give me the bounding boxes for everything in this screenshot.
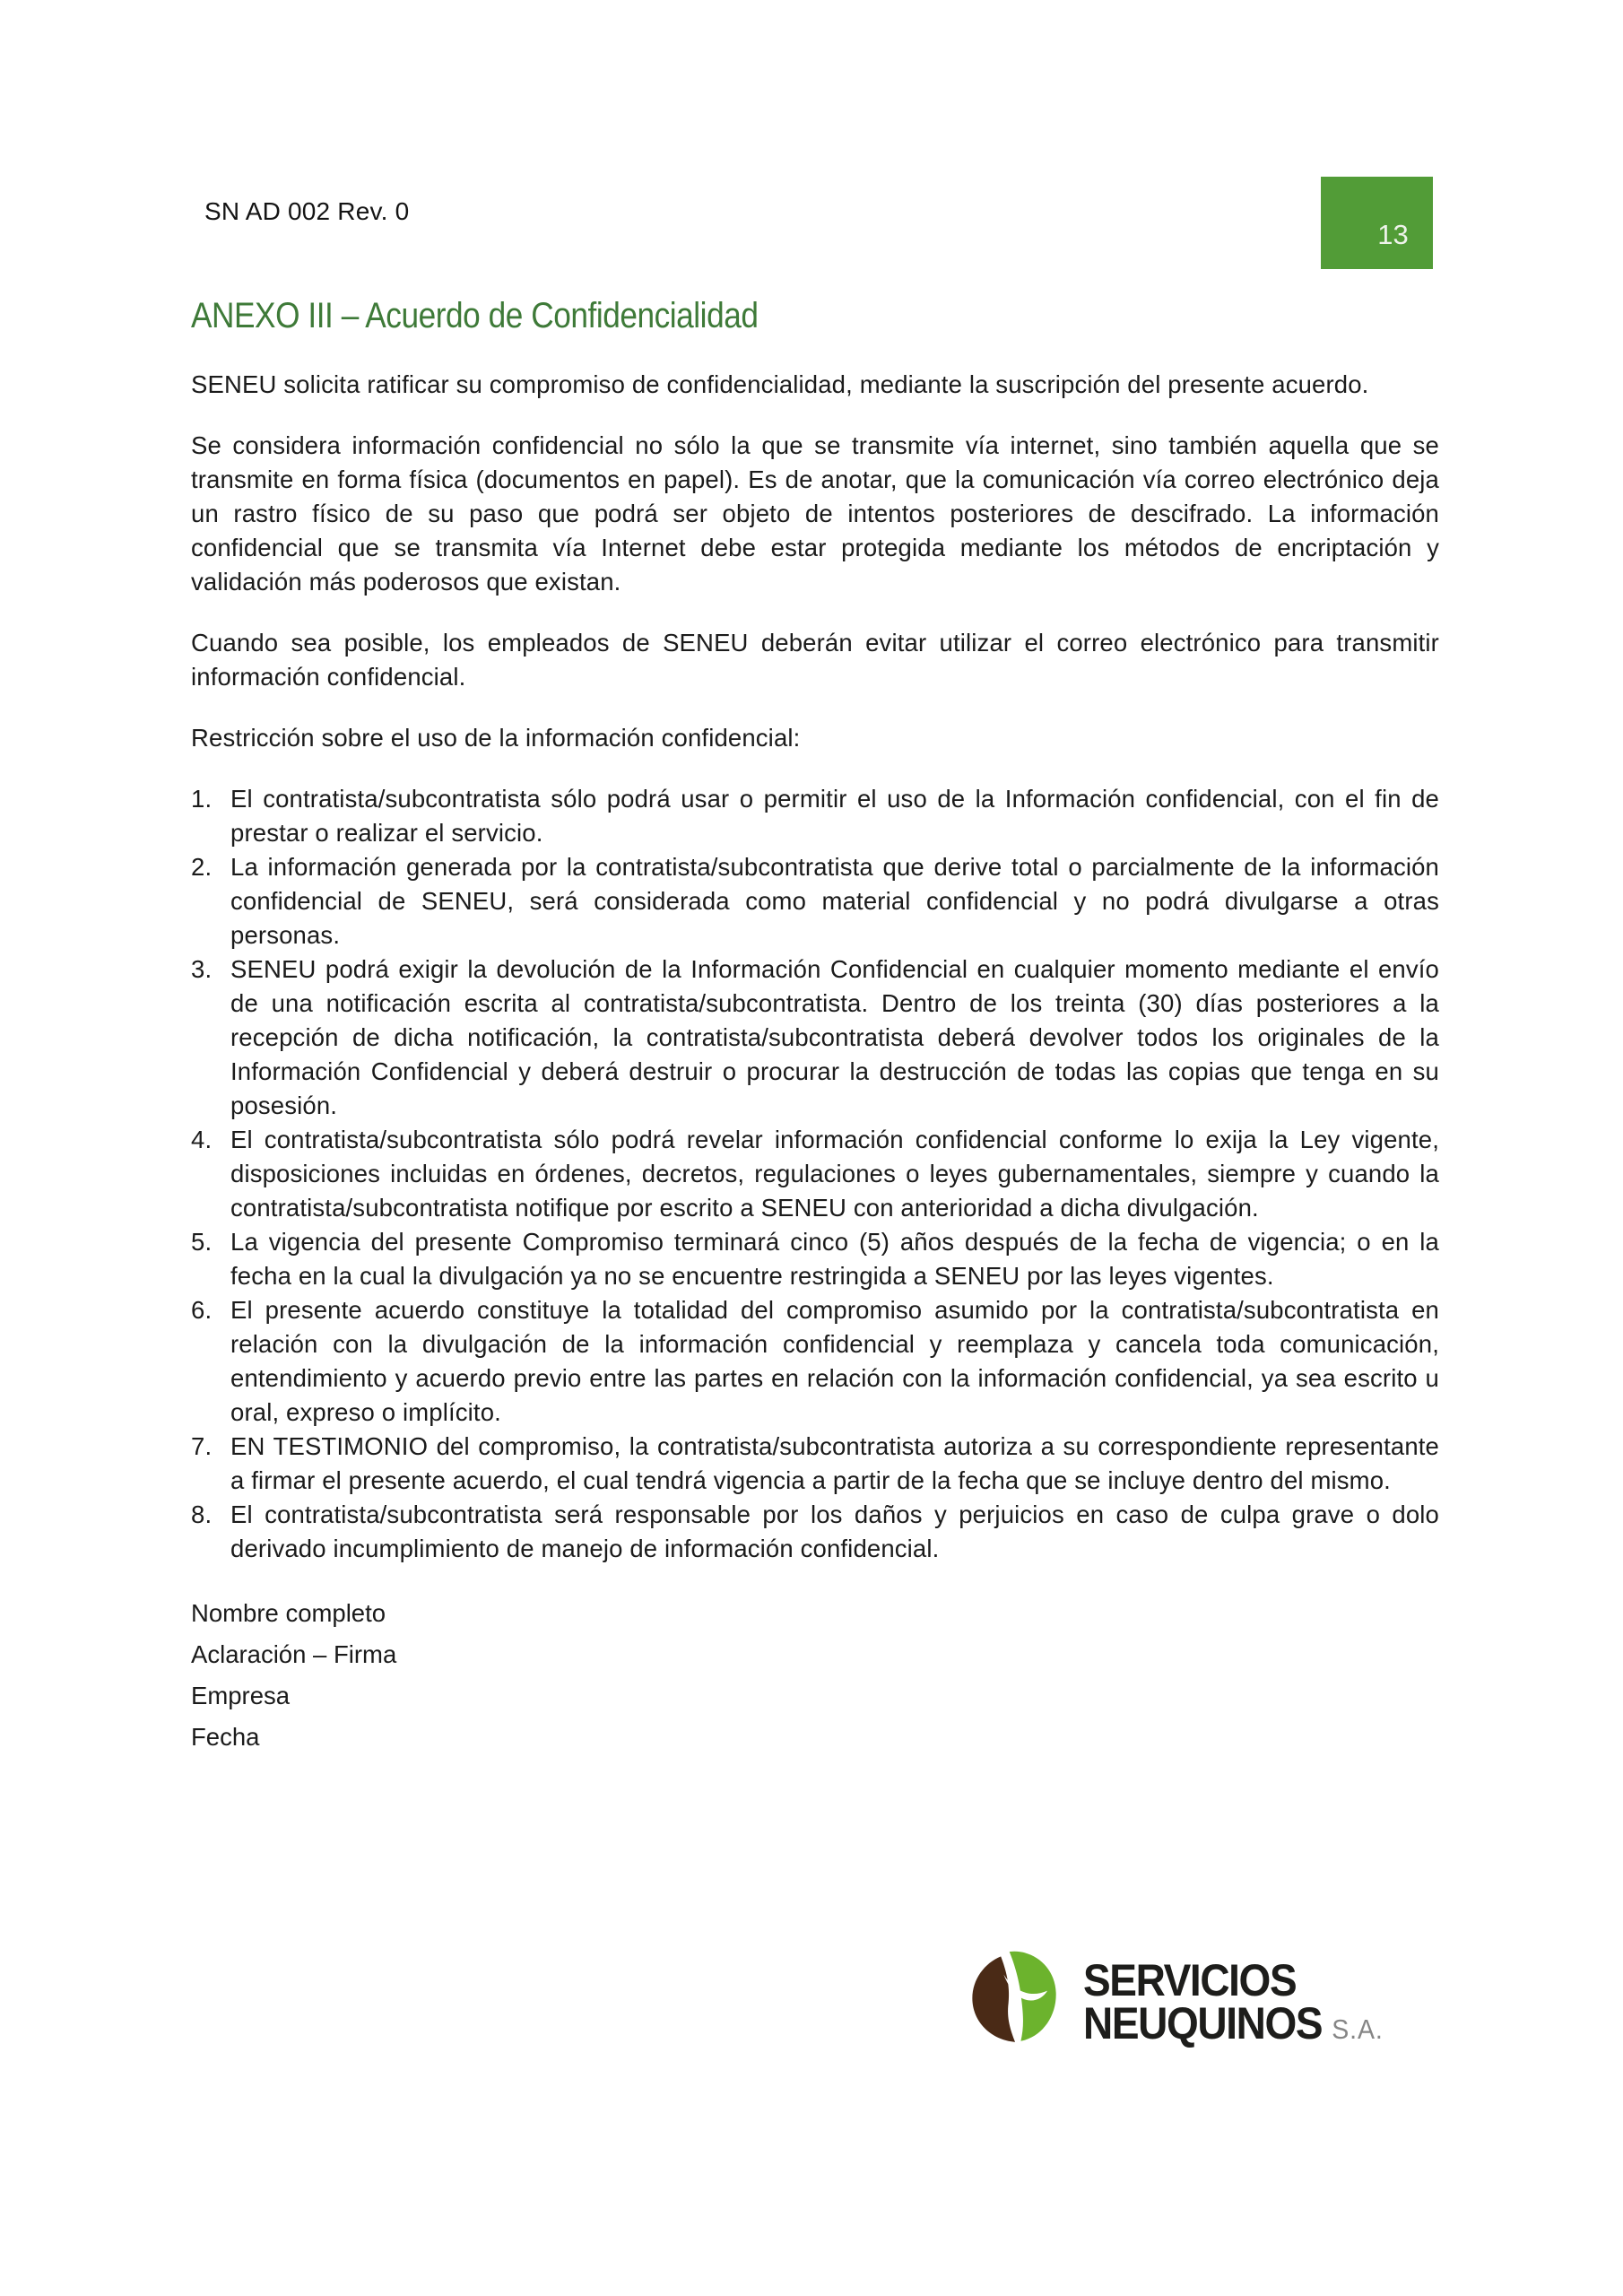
signature-field-name: Nombre completo [191, 1599, 386, 1627]
page-title: ANEXO III – Acuerdo de Confidencialidad [191, 296, 759, 335]
intro-paragraph-2: Se considera información confidencial no sólo la que se transmite vía internet, sino también aquella que se transmite en forma física (documentos en papel). Es de anotar, que la comunicación vía correo electrónico deja un rastro físico de su paso que podrá ser objeto de intentos posteriores de descifrado. La información confidencial que se transmita vía Internet debe estar protegida mediante los métodos de encriptación y validación más poderosos que existan. [191, 431, 1439, 596]
clause-item-3: SENEU podrá exigir la devolución de la Información Confidencial en cualquier momento mediante el envío de una notificación escrita al contratista/subcontratista. Dentro de los treinta (30) días posteriores a la recepción de dicha notificación, la contratista/subcontratista deberá devolver todos los originales de la Información Confidencial y deberá destruir o procurar la destrucción de todas las copias que tenga en su posesión. [230, 955, 1439, 1119]
clause-item-1: El contratista/subcontratista sólo podrá usar o permitir el uso de la Información confidencial, con el fin de prestar o realizar el servicio. [230, 785, 1439, 847]
signature-field-date: Fecha [191, 1723, 260, 1751]
document-body [191, 294, 1439, 1761]
clause-item-5: La vigencia del presente Compromiso terminará cinco (5) años después de la fecha de vigencia; o en la fecha en la cual la divulgación ya no se encuentre restringida a SENEU por las leyes vigentes. [230, 1228, 1439, 1290]
leaf-seed-icon [967, 1949, 1062, 2046]
logo-word-neuquinos: NEUQUINOS [1083, 1998, 1323, 2048]
signature-field-signature: Aclaración – Firma [191, 1640, 397, 1668]
restriction-heading: Restricción sobre el uso de la información confidencial: [191, 724, 801, 752]
intro-paragraph-1: SENEU solicita ratificar su compromiso de confidencialidad, mediante la suscripción del presente acuerdo. [191, 370, 1369, 398]
logo-suffix-sa: S.A. [1332, 2013, 1384, 2045]
clause-item-2: La información generada por la contratista/subcontratista que derive total o parcialmente de la información confidencial de SENEU, será considerada como material confidencial y no podrá divulgarse a otras personas. [230, 853, 1439, 949]
document-code: SN AD 002 Rev. 0 [204, 197, 410, 225]
clause-item-4: El contratista/subcontratista sólo podrá revelar información confidencial conforme lo exija la Ley vigente, disposiciones incluidas en órdenes, decretos, regulaciones o leyes gubernamentales, siempre y cuando la contratista/subcontratista notifique por escrito a SENEU con anterioridad a dicha divulgación. [230, 1126, 1439, 1222]
signature-field-company: Empresa [191, 1682, 291, 1709]
logo-word-servicios: SERVICIOS [1083, 1955, 1297, 2005]
company-logo [967, 1940, 1410, 2046]
clauses-list [191, 782, 1439, 1566]
page-number-box [1321, 177, 1433, 269]
clause-item-6: El presente acuerdo constituye la totalidad del compromiso asumido por la contratista/subcontratista en relación con la divulgación de la información confidencial y reemplaza y cancela toda comunicación, entendimiento y acuerdo previo entre las partes en relación con la información confidencial, ya sea escrito u oral, expreso o implícito. [230, 1296, 1439, 1426]
clause-item-7: EN TESTIMONIO del compromiso, la contratista/subcontratista autoriza a su correspondiente representante a firmar el presente acuerdo, el cual tendrá vigencia a partir de la fecha que se incluye dentro del mismo. [230, 1432, 1439, 1494]
page-number: 13 [1377, 218, 1409, 250]
clause-item-8: El contratista/subcontratista será responsable por los daños y perjuicios en caso de culpa grave o dolo derivado incumplimiento de manejo de información confidencial. [230, 1500, 1439, 1562]
intro-paragraph-3: Cuando sea posible, los empleados de SENEU deberán evitar utilizar el correo electrónico para transmitir información confidencial. [191, 629, 1439, 691]
logo-wordmark [1083, 1955, 1384, 2048]
